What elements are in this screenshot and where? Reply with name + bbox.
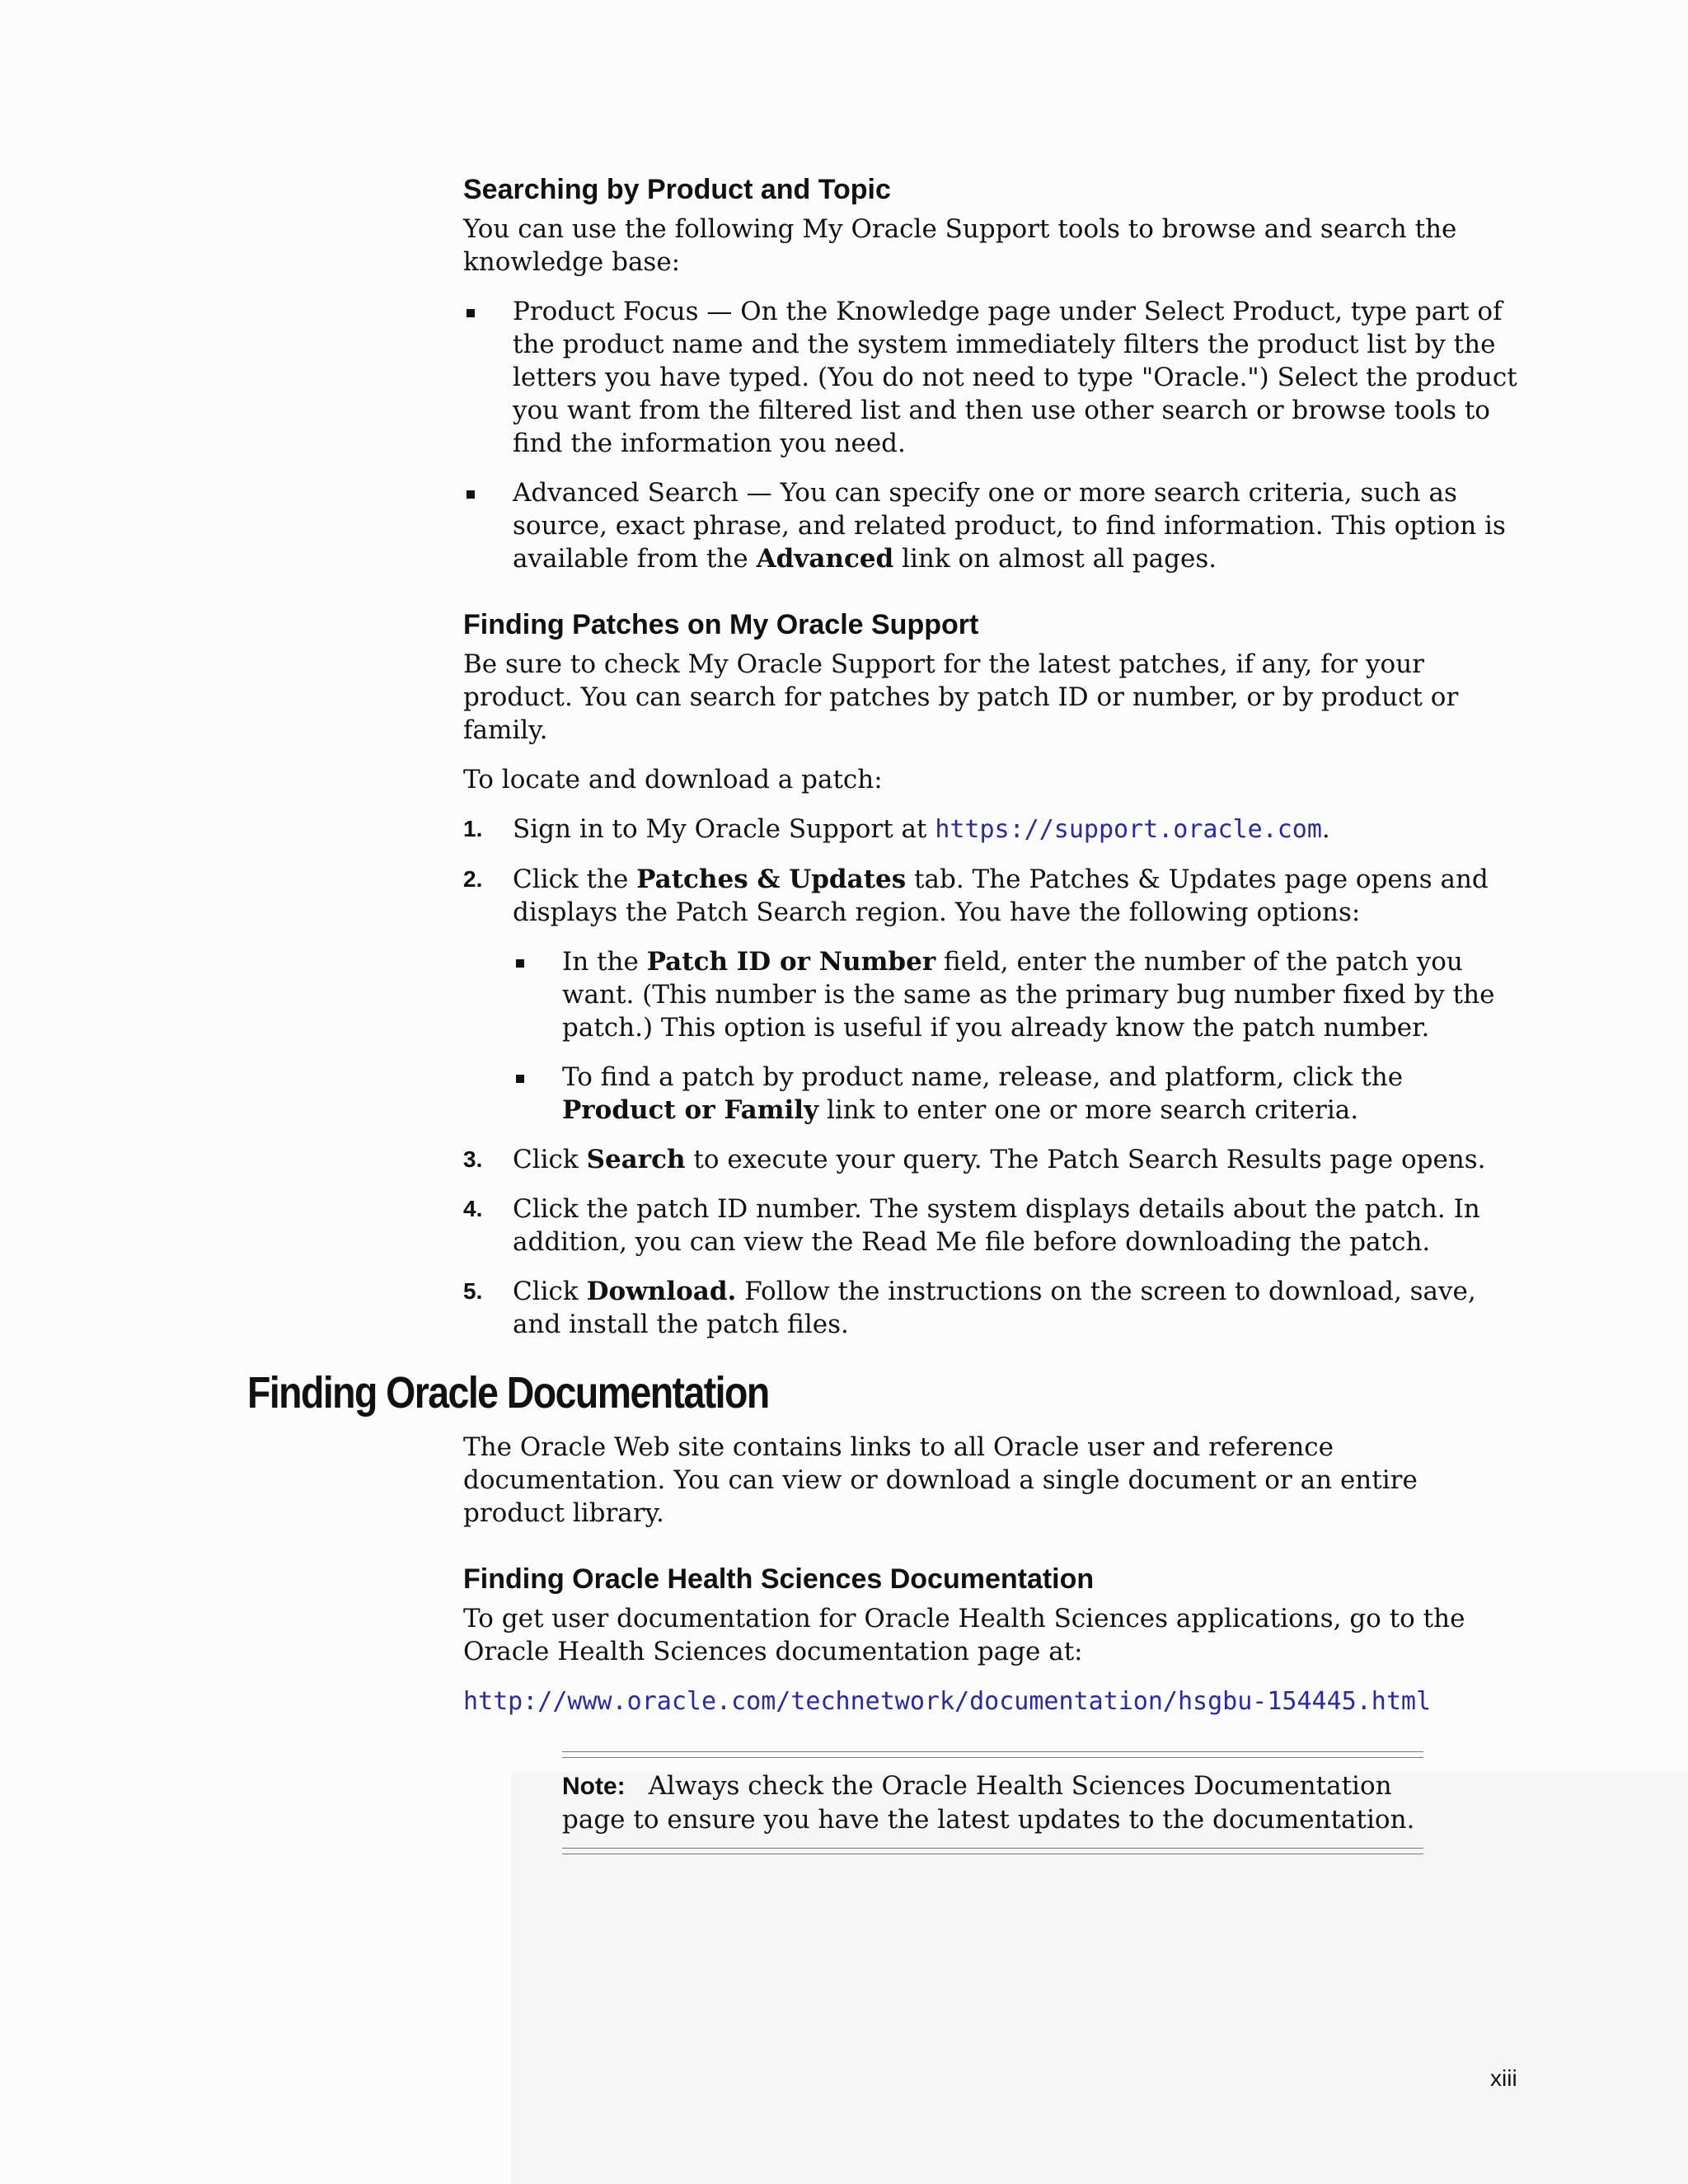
section3-intro: The Oracle Web site contains links to all Oracle user and reference documentation. You can view or download a single document or an entire product library. (463, 1432, 1418, 1528)
step-bold-term: Search (586, 1145, 686, 1174)
page-content-lower (463, 1431, 1522, 1854)
note-body (562, 1758, 1423, 1848)
step-text: tab. The Patches & Updates page opens and displays the Patch Search region. You have the following options: (513, 865, 1489, 927)
step-number: 4. (463, 1196, 483, 1221)
list-item-patch-id (513, 945, 1522, 1044)
list-item-text: link on almost all pages. (893, 544, 1217, 574)
step-text: Sign in to My Oracle Support at (513, 814, 935, 844)
step-number: 1. (463, 816, 483, 841)
bullet-square-icon (467, 490, 475, 499)
bullet-square-icon (516, 959, 524, 968)
step-item (463, 813, 1522, 846)
bullet-square-icon (467, 309, 475, 317)
patch-steps-list (463, 813, 1522, 1341)
note-bottom-rule (562, 1848, 1423, 1854)
advanced-link-label: Advanced (756, 544, 894, 574)
heading-health-sciences-docs: Finding Oracle Health Sciences Documentation (463, 1563, 1095, 1595)
list-item-text: Advanced Search — You can specify one or more search criteria, such as source, exact phrase, and related product, to find information. This option is available from the (513, 478, 1506, 574)
step-bold-term: Download. (586, 1277, 737, 1306)
step-number: 2. (463, 866, 483, 892)
documentation-link[interactable]: http://www.oracle.com/technetwork/documentation/hsgbu-154445.html (463, 1687, 1431, 1716)
list-item-advanced-search (463, 476, 1522, 575)
step-text: . (1321, 814, 1330, 844)
list-item-product-focus (463, 295, 1522, 460)
heading-finding-patches: Finding Patches on My Oracle Support (463, 609, 979, 640)
step-text: Click (513, 1277, 587, 1306)
step-text: Click the (513, 865, 637, 894)
patch-options-list (513, 945, 1522, 1127)
step-item (463, 1143, 1522, 1176)
section1-intro: You can use the following My Oracle Support tools to browse and search the knowledge base: (463, 214, 1457, 277)
step-bold-term: Patches & Updates (636, 865, 907, 894)
page-content (463, 173, 1522, 1341)
note-box (562, 1751, 1423, 1854)
patch-id-field-label: Patch ID or Number (646, 947, 936, 977)
list-item-text: Product Focus — On the Knowledge page under Select Product, type part of the product name and the system immediately filters the product list by the letters you have typed. (You do not need to type "Oracle.") Select the product you want from the filtered list and then use other search or browse tools to find the information you need. (513, 297, 1517, 458)
support-link[interactable]: https://support.oracle.com (935, 815, 1322, 844)
note-top-rule (562, 1751, 1423, 1758)
step-text: to execute your query. The Patch Search Results page opens. (685, 1145, 1486, 1174)
note-label: Note: (562, 1773, 626, 1800)
bullet-square-icon (516, 1075, 524, 1083)
step-item (463, 863, 1522, 929)
section2-intro: Be sure to check My Oracle Support for the latest patches, if any, for your product. You can search for patches by patch ID or number, or by product or family. (463, 649, 1459, 745)
step-number: 5. (463, 1278, 483, 1304)
product-family-link-label: Product or Family (562, 1095, 819, 1125)
step-text: Click (513, 1145, 587, 1174)
step-text: Click the patch ID number. The system displays details about the patch. In addition, you can view the Read Me file before downloading the patch. (513, 1194, 1480, 1257)
step-number: 3. (463, 1146, 483, 1172)
heading-searching-by-product: Searching by Product and Topic (463, 174, 891, 205)
list-item-text: link to enter one or more search criteria. (818, 1095, 1359, 1125)
heading-finding-oracle-documentation: Finding Oracle Documentation (247, 1368, 769, 1418)
step-item (463, 1275, 1522, 1341)
section2-lead: To locate and download a patch: (463, 765, 883, 794)
note-text: Always check the Oracle Health Sciences Documentation page to ensure you have the latest updates to the documentation. (562, 1771, 1415, 1835)
list-item-text: In the (562, 947, 647, 977)
section4-intro: To get user documentation for Oracle Health Sciences applications, go to the Oracle Health Sciences documentation page at: (463, 1604, 1465, 1666)
list-item-text: field, enter the number of the patch you want. (This number is the same as the primary bug number fixed by the patch.) This option is useful if you already know the patch number. (562, 947, 1495, 1043)
list-item-text: To find a patch by product name, release, and platform, click the (562, 1062, 1404, 1092)
step-item (463, 1193, 1522, 1258)
page-number: xiii (1490, 2065, 1517, 2091)
list-item-product-family (513, 1061, 1522, 1127)
search-tools-list (463, 295, 1522, 575)
step-text: Follow the instructions on the screen to download, save, and install the patch files. (513, 1277, 1476, 1339)
